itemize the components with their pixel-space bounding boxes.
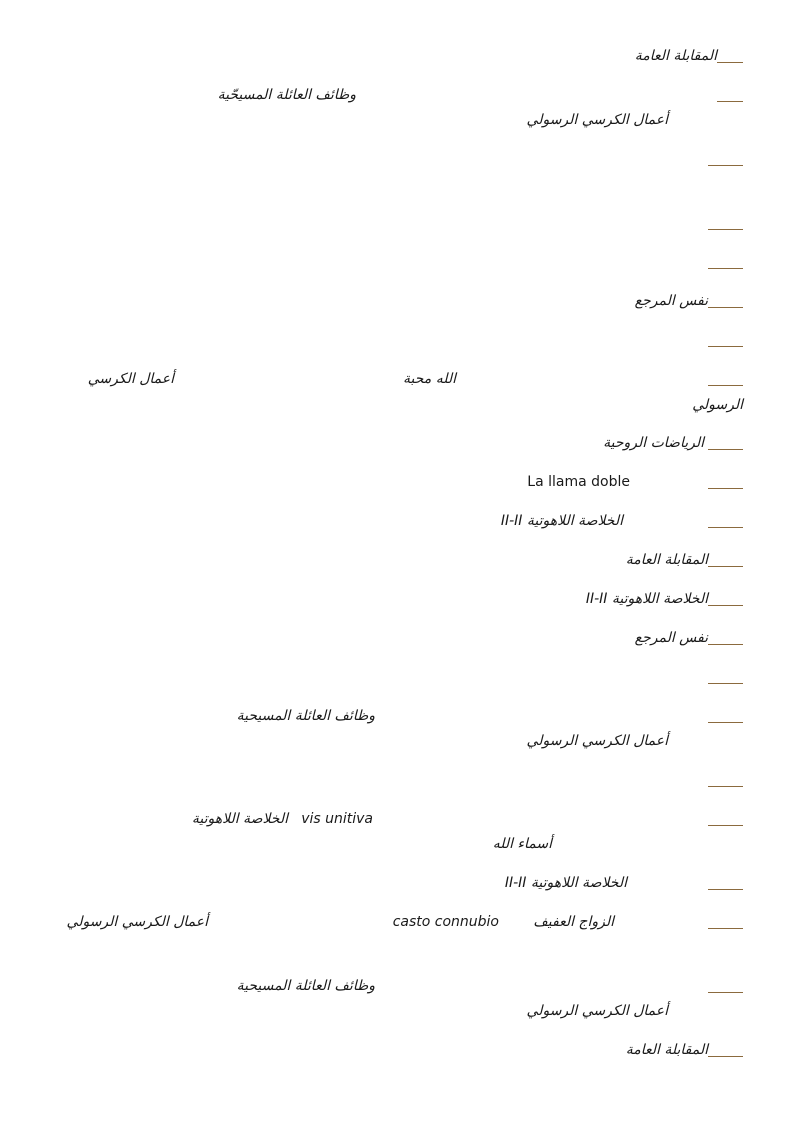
footnote-rule [708,683,743,684]
footnote-text: أعمال الكرسي الرسولي [526,733,668,749]
footnote-text: الرياضات الروحية [603,435,704,451]
footnote-rule [708,346,743,347]
footnote-rule [717,101,743,102]
footnote-text: وظائف العائلة المسيحية [236,978,375,994]
footnote-rule [708,889,743,890]
footnote-text: أسماء الله [492,836,552,852]
footnote-rule [708,644,743,645]
footnote-text: أعمال الكرسي الرسولي [526,1003,668,1019]
footnote-text: وظائف العائلة المسيحّية [217,87,356,103]
footnote-rule [708,825,743,826]
footnote-rule [708,527,743,528]
footnote-rule [708,992,743,993]
footnote-text: الخلاصة اللاهوتية II-II [504,875,627,891]
footnote-rule [717,62,743,63]
footnote-text: نفس المرجع [634,293,708,309]
footnote-text: vis unitiva [301,811,373,827]
footnote-rule [708,566,743,567]
footnote-text: الرسولي [692,397,743,413]
footnote-rule [708,488,743,489]
footnote-text: نفس المرجع [634,630,708,646]
footnote-rule [708,786,743,787]
footnote-text: المقابلة العامة [625,1042,708,1058]
footnote-rule [708,928,743,929]
footnote-text: وظائف العائلة المسيحية [236,708,375,724]
footnote-rule [708,229,743,230]
footnote-text: المقابلة العامة [634,48,717,64]
footnote-rule [708,165,743,166]
footnote-rule [708,268,743,269]
footnote-rule [708,385,743,386]
footnote-text: الخلاصة اللاهوتية II-II [500,513,623,529]
footnote-text: أعمال الكرسي الرسولي [66,914,208,930]
footnote-text: الخلاصة اللاهوتية II-II [585,591,708,607]
footnote-rule [708,1056,743,1057]
footnote-rule [708,722,743,723]
footnote-rule [708,449,743,450]
footnote-text: الزواج العفيف [533,914,614,930]
footnote-text: أعمال الكرسي الرسولي [526,112,668,128]
footnote-rule [708,605,743,606]
footnote-rule [708,307,743,308]
footnote-text: La llama doble [527,474,630,490]
footnote-text: casto connubio [392,914,499,930]
footnote-text: الله محبة [402,371,456,387]
footnote-text: الخلاصة اللاهوتية [191,811,288,827]
footnote-text: أعمال الكرسي [87,371,174,387]
footnote-text: المقابلة العامة [625,552,708,568]
